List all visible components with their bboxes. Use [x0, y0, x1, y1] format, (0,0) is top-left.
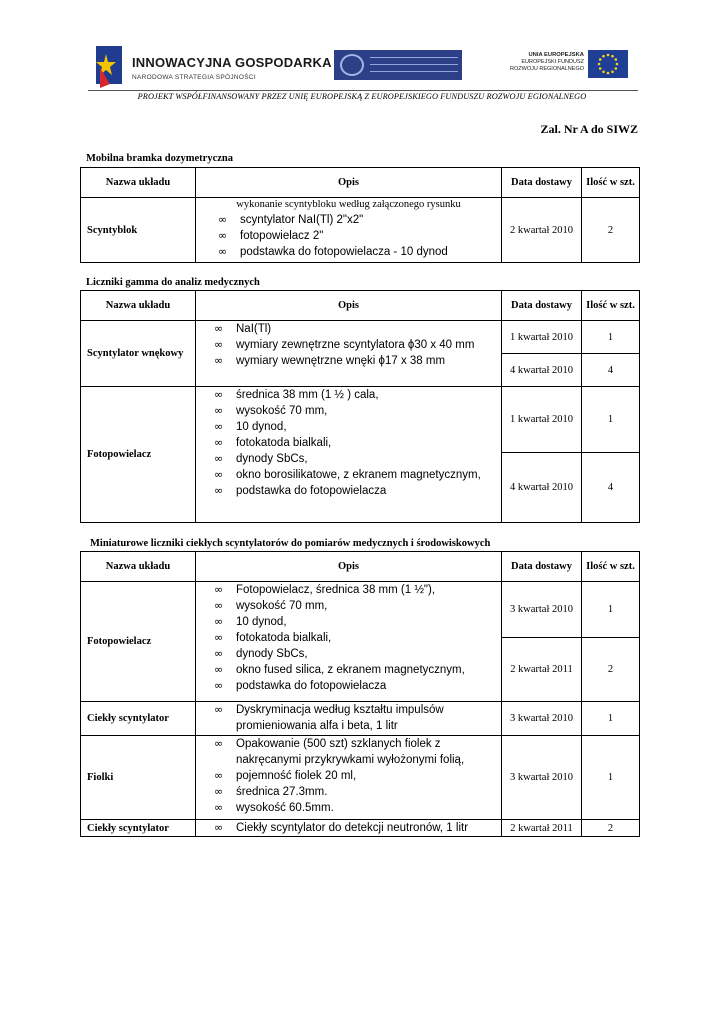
- list-item: ∞ Opakowanie (500 szt) szklanych fiolek z nakręcanymi przykrywkami wyłożonymi folią,: [214, 737, 465, 766]
- section1-title: Mobilna bramka dozymetryczna: [86, 153, 233, 164]
- list-item: ∞ Fotopowielacz, średnica 38 mm (1 ½"),: [214, 583, 436, 596]
- ig-logo-title: INNOWACYJNA GOSPODARKA: [132, 55, 332, 70]
- bullet-icon: ∞: [214, 468, 224, 481]
- row-name: Scyntylator wnękowy: [81, 321, 196, 387]
- table-row: [81, 582, 640, 638]
- col-header-date: Data dostawy: [502, 552, 582, 582]
- list-item: ∞ fotokatoda bialkali,: [214, 631, 332, 644]
- bullet-icon: ∞: [214, 801, 224, 814]
- section3-title: Miniaturowe liczniki ciekłych scyntylatorów do pomiarów medycznych i środowiskowych: [90, 538, 491, 549]
- bullet-icon: ∞: [214, 452, 224, 465]
- row-date: 1 kwartał 2010: [502, 321, 582, 354]
- row-description: [196, 702, 502, 736]
- table-row: [81, 321, 640, 354]
- bullet-icon: ∞: [214, 615, 224, 628]
- bullet-icon: ∞: [214, 354, 224, 367]
- bullet-icon: ∞: [214, 647, 224, 660]
- list-item: ∞ pojemność fiolek 20 ml,: [214, 769, 357, 782]
- bullet-icon: ∞: [218, 229, 228, 242]
- row-name: Scyntyblok: [81, 198, 196, 263]
- list-item: ∞ fotopowielacz 2": [218, 229, 324, 242]
- row-intro: wykonanie scyntybloku według załączonego rysunku: [236, 199, 461, 210]
- row-description: [196, 321, 502, 387]
- col-header-desc: Opis: [196, 168, 502, 198]
- bullet-icon: ∞: [214, 583, 224, 596]
- row-description: [196, 736, 502, 820]
- bullet-icon: ∞: [214, 338, 224, 351]
- header-divider: [88, 90, 638, 91]
- col-header-qty: Ilość w szt.: [582, 552, 640, 582]
- section2-table: [80, 290, 640, 523]
- row-qty: 2: [582, 198, 640, 263]
- bullet-icon: ∞: [218, 245, 228, 258]
- bullet-icon: ∞: [214, 420, 224, 433]
- list-item: ∞ scyntylator NaI(Tl) 2"x2": [218, 213, 364, 226]
- row-qty: 2: [582, 638, 640, 702]
- row-qty: 1: [582, 736, 640, 820]
- row-name: Ciekły scyntylator: [81, 702, 196, 736]
- section3-table: [80, 551, 640, 837]
- bullet-icon: ∞: [214, 599, 224, 612]
- section1-table: [80, 167, 640, 263]
- eu-logo-text: [498, 52, 584, 73]
- col-header-date: Data dostawy: [502, 168, 582, 198]
- row-name: Fotopowielacz: [81, 387, 196, 523]
- list-item: ∞ 10 dynod,: [214, 615, 287, 628]
- row-qty: 4: [582, 354, 640, 387]
- list-item: ∞ NaI(Tl): [214, 322, 272, 335]
- table-row: [81, 820, 640, 837]
- eu-logo-line2: EUROPEJSKI FUNDUSZ: [521, 59, 584, 65]
- list-item: ∞ średnica 38 mm (1 ½ ) cala,: [214, 388, 379, 401]
- list-item: ∞ Ciekły scyntylator do detekcji neutronów, 1 litr: [214, 821, 469, 834]
- bullet-icon: ∞: [214, 484, 224, 497]
- list-item: ∞ średnica 27.3mm.: [214, 785, 328, 798]
- col-header-name: Nazwa układu: [81, 291, 196, 321]
- ichtj-logo-text: [370, 54, 458, 72]
- row-date: 3 kwartał 2010: [502, 702, 582, 736]
- table-row: [81, 736, 640, 820]
- row-date: 2 kwartał 2010: [502, 198, 582, 263]
- bullet-icon: ∞: [214, 404, 224, 417]
- row-description: [196, 387, 502, 523]
- bullet-icon: ∞: [214, 436, 224, 449]
- row-qty: 1: [582, 582, 640, 638]
- bullet-icon: ∞: [214, 769, 224, 782]
- col-header-desc: Opis: [196, 552, 502, 582]
- table-row: [81, 387, 640, 453]
- list-item: ∞ wysokość 70 mm,: [214, 404, 328, 417]
- bullet-icon: ∞: [214, 821, 224, 834]
- table-header-row: [81, 291, 640, 321]
- table-header-row: [81, 168, 640, 198]
- bullet-icon: ∞: [214, 785, 224, 798]
- bullet-icon: ∞: [214, 737, 224, 750]
- list-item: ∞ podstawka do fotopowielacza: [214, 484, 387, 497]
- list-item: ∞ wysokość 70 mm,: [214, 599, 328, 612]
- row-name: Ciekły scyntylator: [81, 820, 196, 837]
- list-item: ∞ okno borosilikatowe, z ekranem magnetycznym,: [214, 468, 481, 481]
- bullet-icon: ∞: [218, 213, 228, 226]
- bullet-icon: ∞: [214, 631, 224, 644]
- list-item: ∞ wymiary wewnętrzne wnęki ϕ17 x 38 mm: [214, 354, 446, 367]
- bullet-icon: ∞: [214, 388, 224, 401]
- col-header-qty: Ilość w szt.: [582, 168, 640, 198]
- list-item: ∞ 10 dynod,: [214, 420, 287, 433]
- list-item: ∞ okno fused silica, z ekranem magnetycznym,: [214, 663, 465, 676]
- eu-logo-line3: ROZWOJU REGIONALNEGO: [510, 66, 584, 72]
- eu-logo: [498, 48, 630, 88]
- row-qty: 2: [582, 820, 640, 837]
- list-item: ∞ podstawka do fotopowielacza: [214, 679, 387, 692]
- col-header-date: Data dostawy: [502, 291, 582, 321]
- ig-logo-subtitle: NARODOWA STRATEGIA SPÓJNOŚCI: [132, 74, 256, 81]
- project-cofinancing-line: PROJEKT WSPÓŁFINANSOWANY PRZEZ UNIĘ EUROPEJSKĄ Z EUROPEJSKIEGO FUNDUSZU ROZWOJU EGIONALNEGO: [137, 92, 587, 101]
- col-header-desc: Opis: [196, 291, 502, 321]
- eu-logo-line1: UNIA EUROPEJSKA: [528, 52, 584, 58]
- bullet-icon: ∞: [214, 703, 224, 716]
- row-qty: 1: [582, 702, 640, 736]
- list-item: ∞ wymiary zewnętrzne scyntylatora ϕ30 x 40 mm: [214, 338, 475, 351]
- bullet-icon: ∞: [214, 679, 224, 692]
- section2-title: Liczniki gamma do analiz medycznych: [86, 277, 260, 288]
- row-date: 2 kwartał 2011: [502, 638, 582, 702]
- list-item: ∞ dynody SbCs,: [214, 647, 308, 660]
- list-item: ∞ dynody SbCs,: [214, 452, 308, 465]
- row-date: 4 kwartał 2010: [502, 354, 582, 387]
- eu-flag-icon: [588, 50, 628, 78]
- row-name: Fiolki: [81, 736, 196, 820]
- row-qty: 1: [582, 321, 640, 354]
- list-item: ∞ wysokość 60.5mm.: [214, 801, 334, 814]
- ichtj-ring-icon: [340, 54, 364, 76]
- col-header-name: Nazwa układu: [81, 168, 196, 198]
- row-description: [196, 582, 502, 702]
- row-description: [196, 198, 502, 263]
- table-row: [81, 198, 640, 263]
- ig-star-icon: [92, 46, 128, 88]
- row-qty: 1: [582, 387, 640, 453]
- ichtj-logo: [334, 50, 462, 80]
- table-header-row: [81, 552, 640, 582]
- table-row: [81, 702, 640, 736]
- list-item: ∞ fotokatoda bialkali,: [214, 436, 332, 449]
- row-name: Fotopowielacz: [81, 582, 196, 702]
- row-date: 3 kwartał 2010: [502, 736, 582, 820]
- row-description: [196, 820, 502, 837]
- attachment-label: Zal. Nr A do SIWZ: [540, 122, 638, 136]
- bullet-icon: ∞: [214, 322, 224, 335]
- row-date: 3 kwartał 2010: [502, 582, 582, 638]
- bullet-icon: ∞: [214, 663, 224, 676]
- row-date: 1 kwartał 2010: [502, 387, 582, 453]
- col-header-name: Nazwa układu: [81, 552, 196, 582]
- row-date: 2 kwartał 2011: [502, 820, 582, 837]
- row-qty: 4: [582, 453, 640, 523]
- row-date: 4 kwartał 2010: [502, 453, 582, 523]
- col-header-qty: Ilość w szt.: [582, 291, 640, 321]
- list-item: ∞ Dyskryminacja według kształtu impulsów promieniowania alfa i beta, 1 litr: [214, 703, 444, 732]
- innowacyjna-gospodarka-logo: [92, 46, 332, 94]
- list-item: ∞ podstawka do fotopowielacza - 10 dynod: [218, 245, 448, 258]
